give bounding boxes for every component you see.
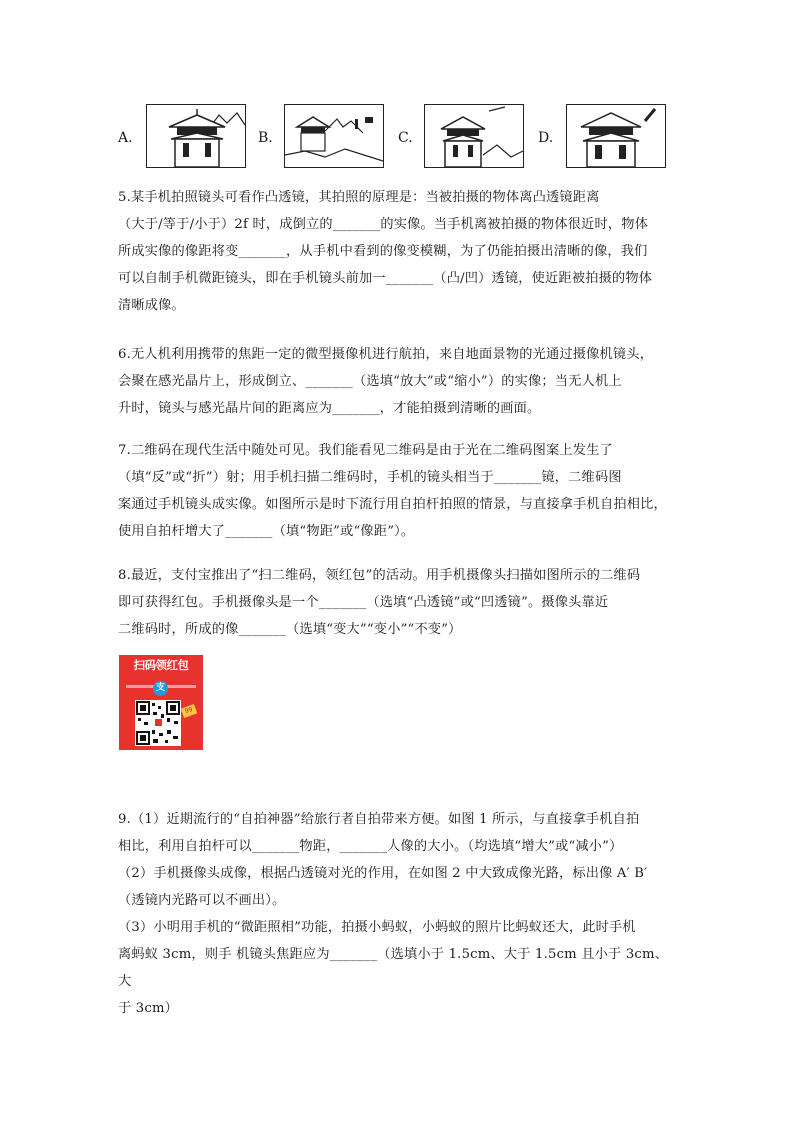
q8-line: 即可获得红包。手机摄像头是一个_______（选填“凸透镜”或“凹透镜”。摄像头靠近 (118, 595, 609, 610)
q5-line: 5.某手机拍照镜头可看作凸透镜，其拍照的原理是：当被拍摄的物体离凸透镜距离 (118, 190, 600, 205)
q5-line: （大于/等于/小于）2f 时，成倒立的_______的实像。当手机离被拍摄的物体很近时，物体 (118, 217, 649, 232)
q9-line: 9.（1）近期流行的“自拍神器”给旅行者自拍带来方便。如图 1 所示，与直接拿手机自拍 (118, 812, 640, 827)
question-9 (118, 806, 678, 1022)
q9-line: （透镜内光路可以不画出）。 (118, 893, 286, 908)
q9-line: （3）小明用手机的“微距照相”功能，拍摄小蚂蚁，小蚂蚁的照片比蚂蚁还大，此时手机 (118, 920, 636, 935)
q5-line: 所成实像的像距将变_______，从手机中看到的像变模糊，为了仍能拍摄出清晰的像，我们 (118, 244, 648, 259)
question-5 (118, 184, 678, 319)
red-packet-badge: 99 (181, 704, 198, 718)
red-packet-qr-image (119, 655, 203, 750)
red-packet-title: 扫码领红包 (133, 658, 189, 672)
alipay-logo-icon: 支 (153, 681, 168, 696)
q6-line: 6.无人机利用携带的焦距一定的微型摄像机进行航拍，来自地面景物的光通过摄像机镜头， (118, 347, 654, 362)
q8-line: 二维码时，所成的像_______（选填“变大”“变小”“不变”） (118, 622, 462, 637)
q9-line: （2）手机摄像头成像，根据凸透镜对光的作用，在如图 2 中大致成像光路，标出像 A′ B′ (118, 866, 648, 881)
q5-line: 清晰成像。 (118, 298, 185, 313)
option-c-label: C. (398, 130, 413, 146)
q6-line: 升时，镜头与感光晶片间的距离应为_______，才能拍摄到清晰的画面。 (118, 401, 541, 416)
q7-line: 使用自拍杆增大了_______（填“物距”或“像距”）。 (118, 524, 415, 539)
option-b-picture (284, 104, 384, 168)
q7-line: 7.二维码在现代生活中随处可见。我们能看见二维码是由于光在二维码图案上发生了 (118, 443, 613, 458)
q9-line: 离蚂蚁 3cm，则手 机镜头焦距应为_______（选填小于 1.5cm、大于 1.5cm 且小于 3cm、大 (118, 947, 669, 989)
question-7 (118, 437, 678, 545)
q9-line: 相比，利用自拍杆可以_______物距，_______人像的大小。（均选填“增大”或“减小”） (118, 839, 623, 854)
red-packet-subtitle-bar (123, 673, 199, 677)
q5-line: 可以自制手机微距镜头，即在手机镜头前加一_______（凸/凹）透镜，使近距被拍摄的物体 (118, 271, 653, 286)
option-b-label: B. (258, 130, 273, 146)
option-a-label: A. (118, 130, 133, 146)
answer-options-row (118, 100, 678, 172)
q9-line: 于 3cm） (118, 1001, 179, 1016)
q6-line: 会聚在感光晶片上，形成倒立、_______（选填“放大”或“缩小”）的实像；当无人机上 (118, 374, 622, 389)
option-d-picture (566, 104, 666, 168)
q7-line: （填“反”或“折”）射；用手机扫描二维码时，手机的镜头相当于_______镜，二维码图 (118, 470, 622, 485)
question-6 (118, 341, 678, 422)
qr-code-icon (135, 700, 181, 746)
option-a-picture (146, 104, 246, 168)
option-c-picture (424, 104, 524, 168)
q8-line: 8.最近，支付宝推出了“扫二维码，领红包”的活动。用手机摄像头扫描如图所示的二维码 (118, 568, 641, 583)
question-8 (118, 562, 678, 643)
option-d-label: D. (538, 130, 554, 146)
q7-line: 案通过手机镜头成实像。如图所示是时下流行用自拍杆拍照的情景，与直接拿手机自拍相比， (118, 497, 667, 512)
